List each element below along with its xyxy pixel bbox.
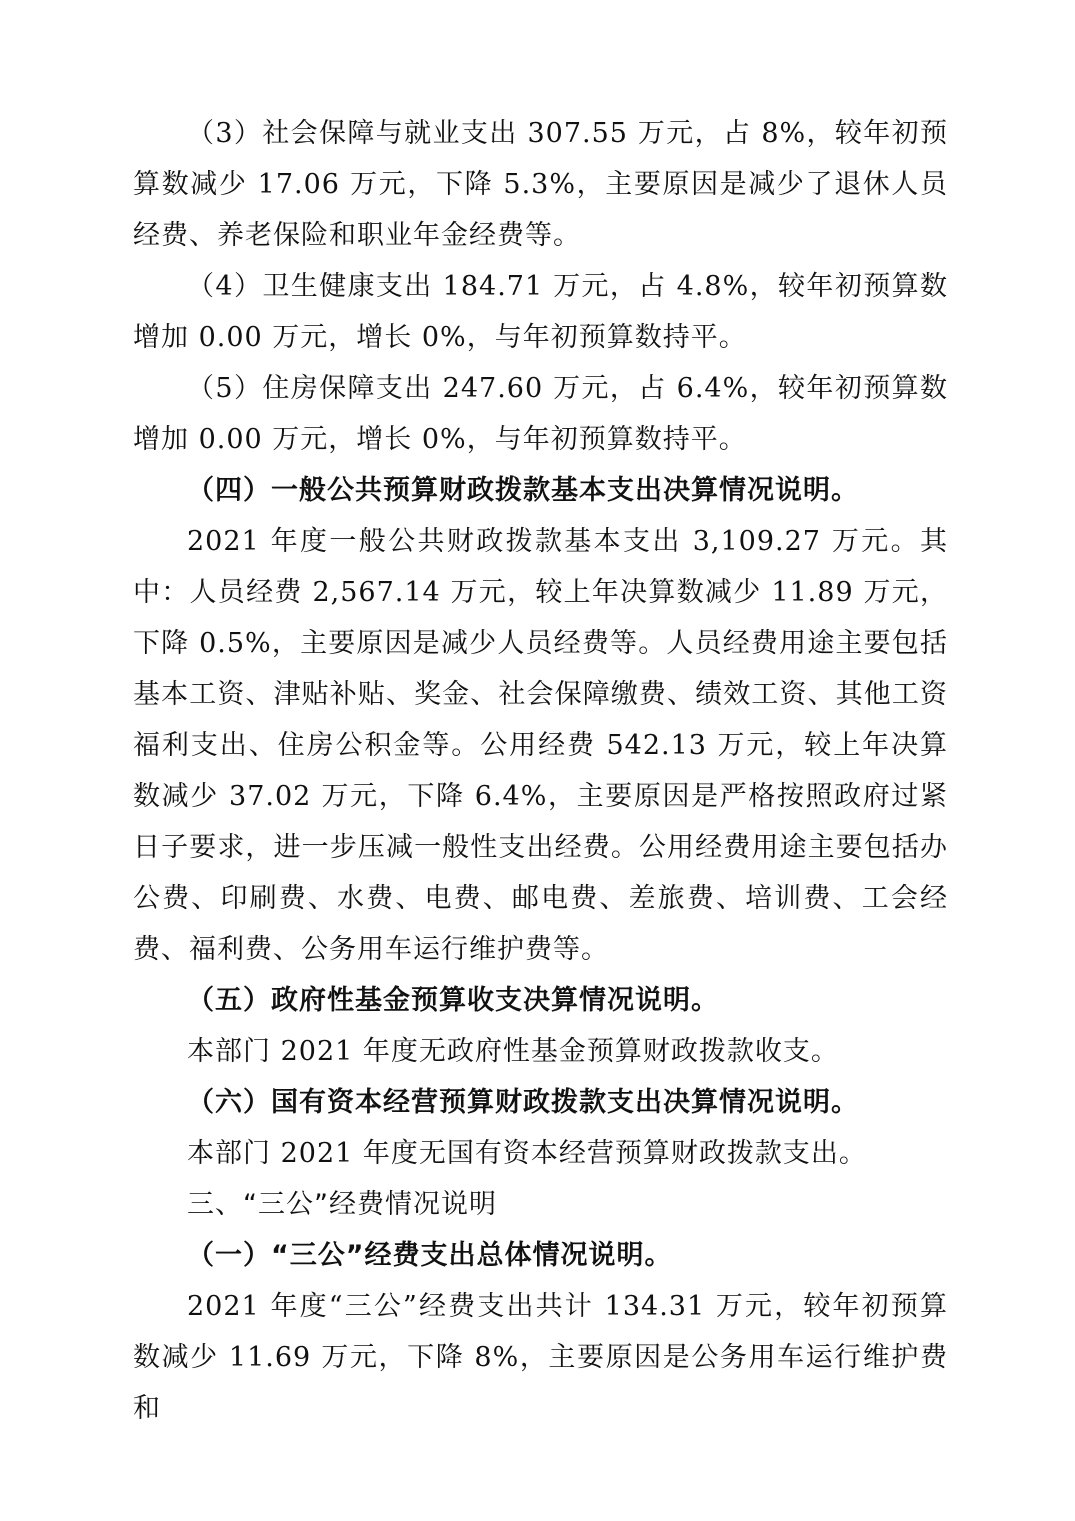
heading-three-public-overall: （一）“三公”经费支出总体情况说明。 bbox=[187, 1240, 673, 1271]
heading-government-fund: （五）政府性基金预算收支决算情况说明。 bbox=[187, 985, 719, 1016]
document-body bbox=[133, 108, 948, 1434]
paragraph-government-fund: 本部门 2021 年度无政府性基金预算财政拨款收支。 bbox=[187, 1036, 839, 1067]
section-three-public-title: 三、“三公”经费情况说明 bbox=[187, 1189, 497, 1220]
paragraph-social-security: （3）社会保障与就业支出 307.55 万元，占 8%，较年初预算数减少 17.06 万元，下降 5.3%，主要原因是减少了退休人员经费、养老保险和职业年金经费等。 bbox=[133, 118, 948, 251]
paragraph-basic-expenditure: 2021 年度一般公共财政拨款基本支出 3,109.27 万元。其中：人员经费 2,567.14 万元，较上年决算数减少 11.89 万元，下降 0.5%，主要原因是减少人员经费等。人员经费用途主要包括基本工资、津贴补贴、奖金、社会保障缴费、绩效工资、其他工资福利支出、住房公积金等。公用经费 542.13 万元，较上年决算数减少 37.02 万元，下降 6.4%，主要原因是严格按照政府过紧日子要求，进一步压减一般性支出经费。公用经费用途主要包括办公费、印刷费、水费、电费、邮电费、差旅费、培训费、工会经费、福利费、公务用车运行维护费等。 bbox=[133, 526, 948, 965]
paragraph-housing: （5）住房保障支出 247.60 万元，占 6.4%，较年初预算数增加 0.00 万元，增长 0%，与年初预算数持平。 bbox=[133, 373, 948, 455]
paragraph-three-public-overall: 2021 年度“三公”经费支出共计 134.31 万元，较年初预算数减少 11.69 万元，下降 8%，主要原因是公务用车运行维护费和 bbox=[133, 1291, 948, 1424]
paragraph-state-capital: 本部门 2021 年度无国有资本经营预算财政拨款支出。 bbox=[187, 1138, 867, 1169]
heading-basic-expenditure: （四）一般公共预算财政拨款基本支出决算情况说明。 bbox=[187, 475, 859, 506]
heading-state-capital: （六）国有资本经营预算财政拨款支出决算情况说明。 bbox=[187, 1087, 859, 1118]
paragraph-health: （4）卫生健康支出 184.71 万元，占 4.8%，较年初预算数增加 0.00 万元，增长 0%，与年初预算数持平。 bbox=[133, 271, 948, 353]
